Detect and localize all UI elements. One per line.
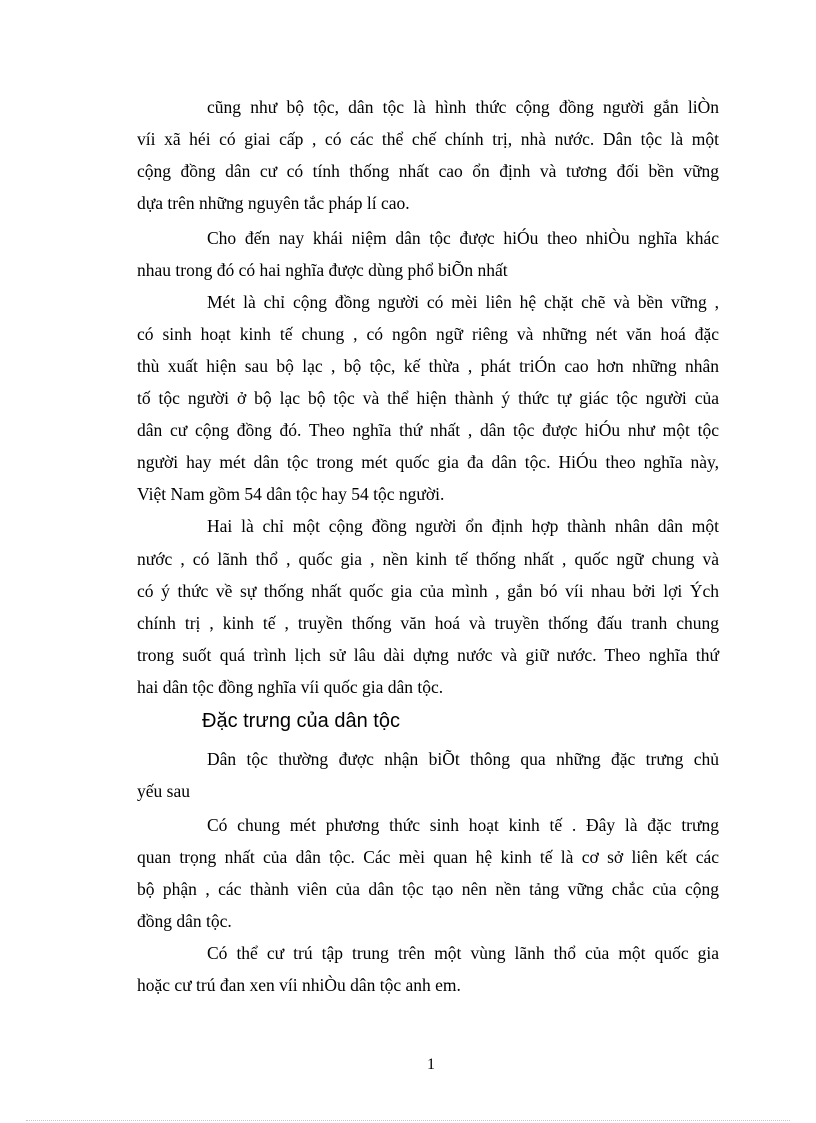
paragraph-1-line-1: cũng như bộ tộc, dân tộc là hình thức cộng đồng người gắn liÒn <box>207 97 719 117</box>
footer-divider <box>26 1120 790 1121</box>
paragraph-6-line-2: quan trọng nhất của dân tộc. Các mèi quan hệ kinh tế là cơ sở liên kết các <box>137 847 719 867</box>
paragraph-5-line-1: Dân tộc thường được nhận biÕt thông qua những đặc trưng chủ <box>207 749 719 769</box>
paragraph-3-line-7: Việt Nam gồm 54 dân tộc hay 54 tộc người. <box>137 484 445 504</box>
paragraph-4-line-5: trong suốt quá trình lịch sử lâu dài dựng nước và giữ nước. Theo nghĩa thứ <box>137 645 719 665</box>
paragraph-3-line-5: dân cư cộng đồng đó. Theo nghĩa thứ nhất , dân tộc được hiÓu như một tộc <box>137 420 719 440</box>
section-heading: Đặc trưng của dân tộc <box>202 710 400 732</box>
paragraph-4-line-2: nước , có lãnh thổ , quốc gia , nền kinh tế thống nhất , quốc ngữ chung và <box>137 549 719 569</box>
paragraph-4-line-4: chính trị , kinh tế , truyền thống văn hoá và truyền thống đấu tranh chung <box>137 613 719 633</box>
paragraph-2-line-1: Cho đến nay khái niệm dân tộc được hiÓu theo nhiÒu nghĩa khác <box>207 228 719 248</box>
paragraph-3-line-4: tố tộc người ở bộ lạc bộ tộc và thể hiện thành ý thức tự giác tộc người của <box>137 388 719 408</box>
paragraph-3-line-1: Mét là chỉ cộng đồng người có mèi liên hệ chặt chẽ và bền vững , <box>207 292 719 312</box>
paragraph-4-line-1: Hai là chỉ một cộng đồng người ổn định hợp thành nhân dân một <box>207 516 719 536</box>
paragraph-6-line-3: bộ phận , các thành viên của dân tộc tạo nên nền tảng vững chắc của cộng <box>137 879 719 899</box>
paragraph-1-line-4: dựa trên những nguyên tắc pháp lí cao. <box>137 193 410 213</box>
paragraph-4-line-6: hai dân tộc đồng nghĩa víi quốc gia dân tộc. <box>137 677 444 697</box>
paragraph-2-line-2: nhau trong đó có hai nghĩa được dùng phổ biÕn nhất <box>137 260 508 280</box>
paragraph-3-line-6: người hay mét dân tộc trong mét quốc gia đa dân tộc. HiÓu theo nghĩa này, <box>137 452 719 472</box>
paragraph-6-line-1: Có chung mét phương thức sinh hoạt kinh tế . Đây là đặc trưng <box>207 815 719 835</box>
paragraph-3-line-3: thù xuất hiện sau bộ lạc , bộ tộc, kế thừa , phát triÓn cao hơn những nhân <box>137 356 719 376</box>
paragraph-5-line-2: yếu sau <box>137 781 190 801</box>
paragraph-6-line-4: đồng dân tộc. <box>137 911 232 931</box>
paragraph-7-line-1: Có thể cư trú tập trung trên một vùng lãnh thổ của một quốc gia <box>207 943 719 963</box>
paragraph-4-line-3: có ý thức về sự thống nhất quốc gia của mình , gắn bó víi nhau bởi lợi Ých <box>137 581 719 601</box>
page-number: 1 <box>427 1056 435 1073</box>
paragraph-7-line-2: hoặc cư trú đan xen víi nhiÒu dân tộc anh em. <box>137 975 461 995</box>
paragraph-1-line-3: cộng đồng dân cư có tính thống nhất cao ổn định và tương đối bền vững <box>137 161 719 181</box>
paragraph-3-line-2: có sinh hoạt kinh tế chung , có ngôn ngữ riêng và những nét văn hoá đặc <box>137 324 719 344</box>
paragraph-1-line-2: víi xã héi có giai cấp , có các thể chế chính trị, nhà nước. Dân tộc là một <box>137 129 719 149</box>
